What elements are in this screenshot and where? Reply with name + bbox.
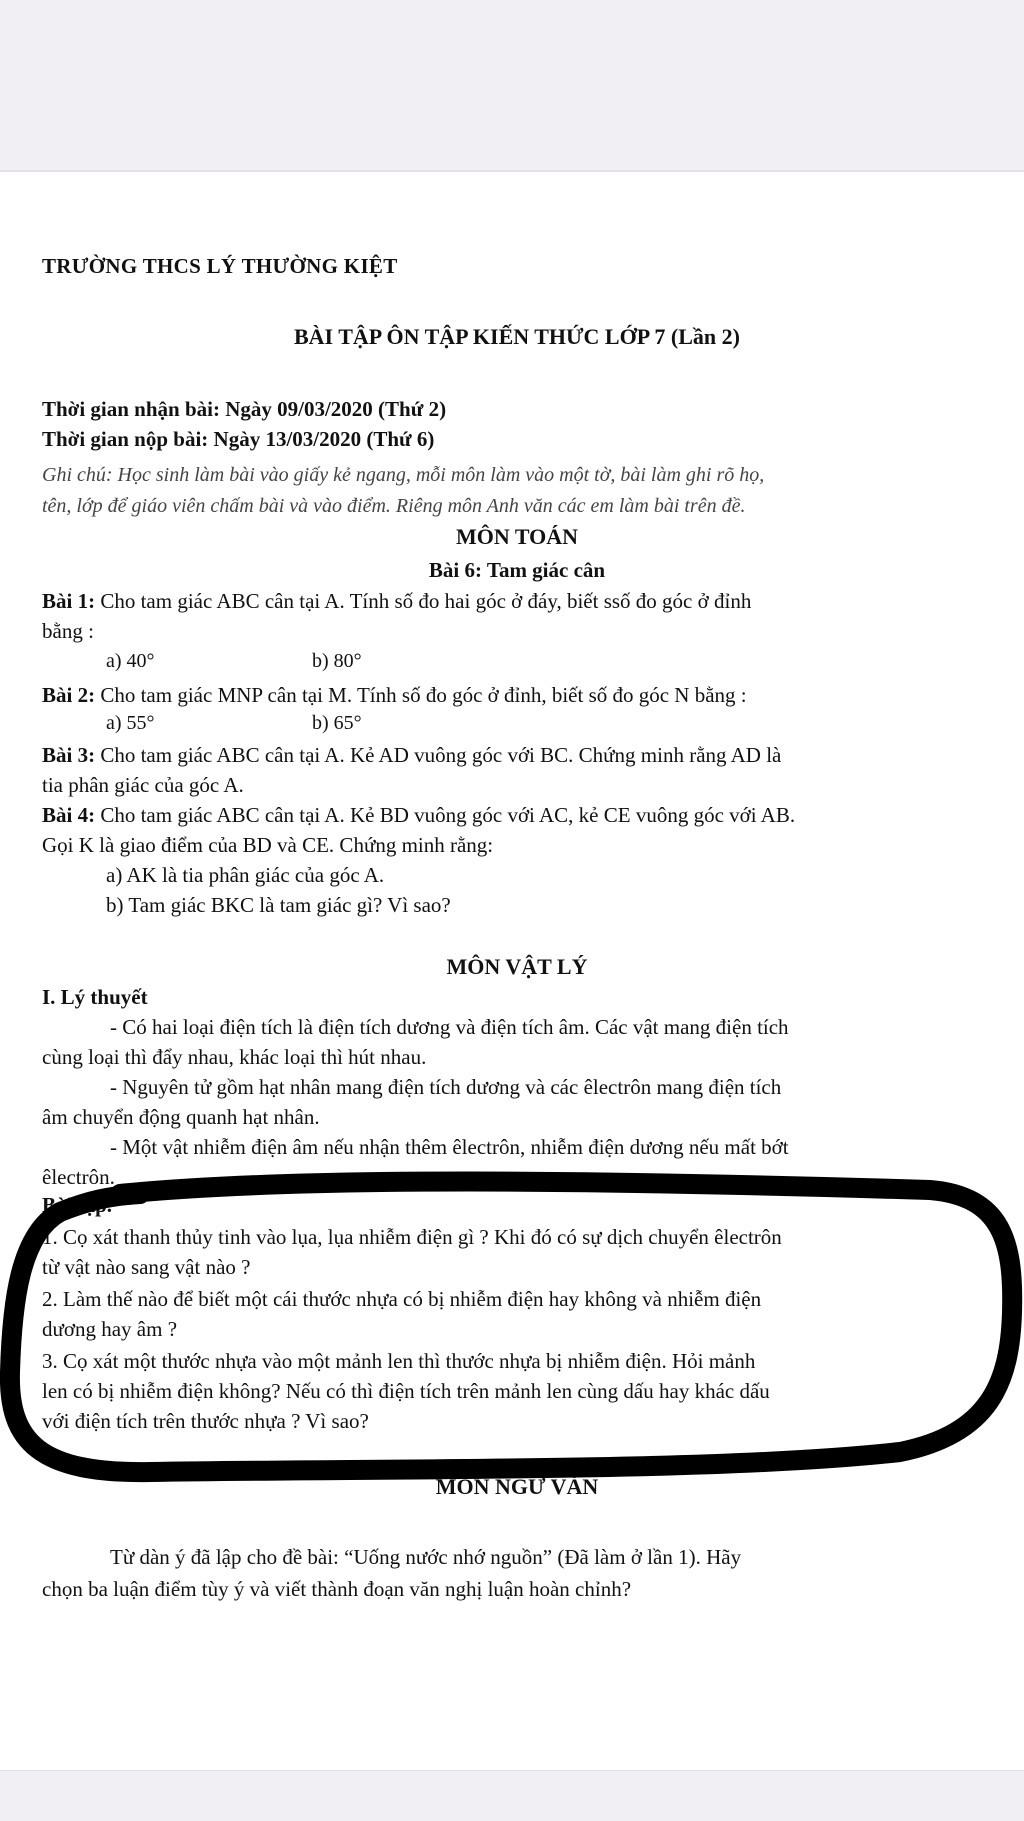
exercise-label: Bài 2: (42, 683, 96, 707)
math-b1-line2: bằng : (42, 619, 94, 643)
exercise-text: Cho tam giác ABC cân tại A. Kẻ AD vuông góc với BC. Chứng minh rằng AD là (95, 743, 782, 767)
physics-exercise-heading: Bài tập. (42, 1193, 113, 1217)
math-b1-option-b: b) 80° (312, 650, 362, 672)
physics-theory-1-line2: cùng loại thì đẩy nhau, khác loại thì hút nhau. (42, 1045, 427, 1069)
school-name: TRƯỜNG THCS LÝ THƯỜNG KIỆT (42, 254, 398, 278)
physics-q3-line1: 3. Cọ xát một thước nhựa vào một mảnh len thì thước nhựa bị nhiễm điện. Hỏi mảnh (42, 1349, 756, 1373)
physics-q3-line3: với điện tích trên thước nhựa ? Vì sao? (42, 1409, 369, 1433)
exercise-text: Cho tam giác ABC cân tại A. Tính số đo hai góc ở đáy, biết ssố đo góc ở đỉnh (95, 589, 752, 613)
math-b4-line (42, 800, 795, 830)
physics-theory-3-line2: êlectrôn. (42, 1165, 115, 1189)
exercise-text: Cho tam giác MNP cân tại M. Tính số đo góc ở đỉnh, biết số đo góc N bằng : (95, 683, 747, 707)
note-line: tên, lớp để giáo viên chấm bài và vào điểm. Riêng môn Anh văn các em làm bài trên đề. (42, 495, 746, 517)
exercise-label: Bài 1: (42, 589, 96, 613)
physics-theory-2-line1: - Nguyên tử gồm hạt nhân mang điện tích dương và các êlectrôn mang điện tích (110, 1075, 782, 1099)
math-heading: MÔN TOÁN (455, 524, 579, 549)
physics-q2-line1: 2. Làm thế nào để biết một cái thước nhựa có bị nhiễm điện hay không và nhiễm điện (42, 1287, 762, 1311)
document-page (0, 170, 1024, 1772)
physics-heading: MÔN VẬT LÝ (446, 954, 588, 979)
top-margin (0, 0, 1024, 170)
math-b2-option-a: a) 55° (106, 712, 155, 734)
physics-q2-line2: dương hay âm ? (42, 1317, 178, 1341)
physics-theory-3-line1: - Một vật nhiễm điện âm nếu nhận thêm êlectrôn, nhiễm điện dương nếu mất bớt (110, 1135, 789, 1159)
physics-q3-line2: len có bị nhiễm điện không? Nếu có thì điện tích trên mảnh len cùng dấu hay khác dấu (42, 1379, 770, 1403)
bottom-margin (0, 1770, 1024, 1821)
math-b3-line (42, 740, 781, 770)
exercise-text: Cho tam giác ABC cân tại A. Kẻ BD vuông góc với AC, kẻ CE vuông góc với AB. (95, 803, 796, 827)
math-b4-line2: Gọi K là giao điểm của BD và CE. Chứng minh rằng: (42, 833, 494, 857)
math-b1-line (42, 586, 751, 616)
math-b4-part-a: a) AK là tia phân giác của góc A. (106, 863, 385, 887)
math-b2-line (42, 680, 747, 710)
math-b1-option-a: a) 40° (106, 650, 155, 672)
literature-line2: chọn ba luận điểm tùy ý và viết thành đoạn văn nghị luận hoàn chỉnh? (42, 1577, 632, 1601)
physics-theory-2-line2: âm chuyển động quanh hạt nhân. (42, 1105, 320, 1129)
math-b2-option-b: b) 65° (312, 712, 362, 734)
physics-theory-heading: I. Lý thuyết (42, 985, 148, 1009)
note (42, 460, 992, 522)
math-b4-part-b: b) Tam giác BKC là tam giác gì? Vì sao? (106, 893, 451, 917)
literature-heading: MÔN NGỮ VĂN (435, 1474, 599, 1499)
literature-line1: Từ dàn ý đã lập cho đề bài: “Uống nước nhớ nguồn” (Đã làm ở lần 1). Hãy (110, 1545, 742, 1569)
exercise-label: Bài 3: (42, 743, 96, 767)
physics-q1-line2: từ vật nào sang vật nào ? (42, 1255, 251, 1279)
physics-theory-1-line1: - Có hai loại điện tích là điện tích dương và điện tích âm. Các vật mang điện tích (110, 1015, 789, 1039)
submit-date: Thời gian nộp bài: Ngày 13/03/2020 (Thứ 6) (42, 427, 435, 451)
document-title: BÀI TẬP ÔN TẬP KIẾN THỨC LỚP 7 (Lần 2) (294, 324, 740, 349)
physics-q1-line1: 1. Cọ xát thanh thủy tinh vào lụa, lụa nhiễm điện gì ? Khi đó có sự dịch chuyển êlectrôn (42, 1225, 782, 1249)
math-b3-line2: tia phân giác của góc A. (42, 773, 244, 797)
note-line: Ghi chú: Học sinh làm bài vào giấy kẻ ngang, mỗi môn làm vào một tờ, bài làm ghi rõ họ, (42, 464, 765, 486)
math-subheading: Bài 6: Tam giác cân (428, 558, 606, 582)
receive-date: Thời gian nhận bài: Ngày 09/03/2020 (Thứ 2) (42, 397, 447, 421)
exercise-label: Bài 4: (42, 803, 96, 827)
